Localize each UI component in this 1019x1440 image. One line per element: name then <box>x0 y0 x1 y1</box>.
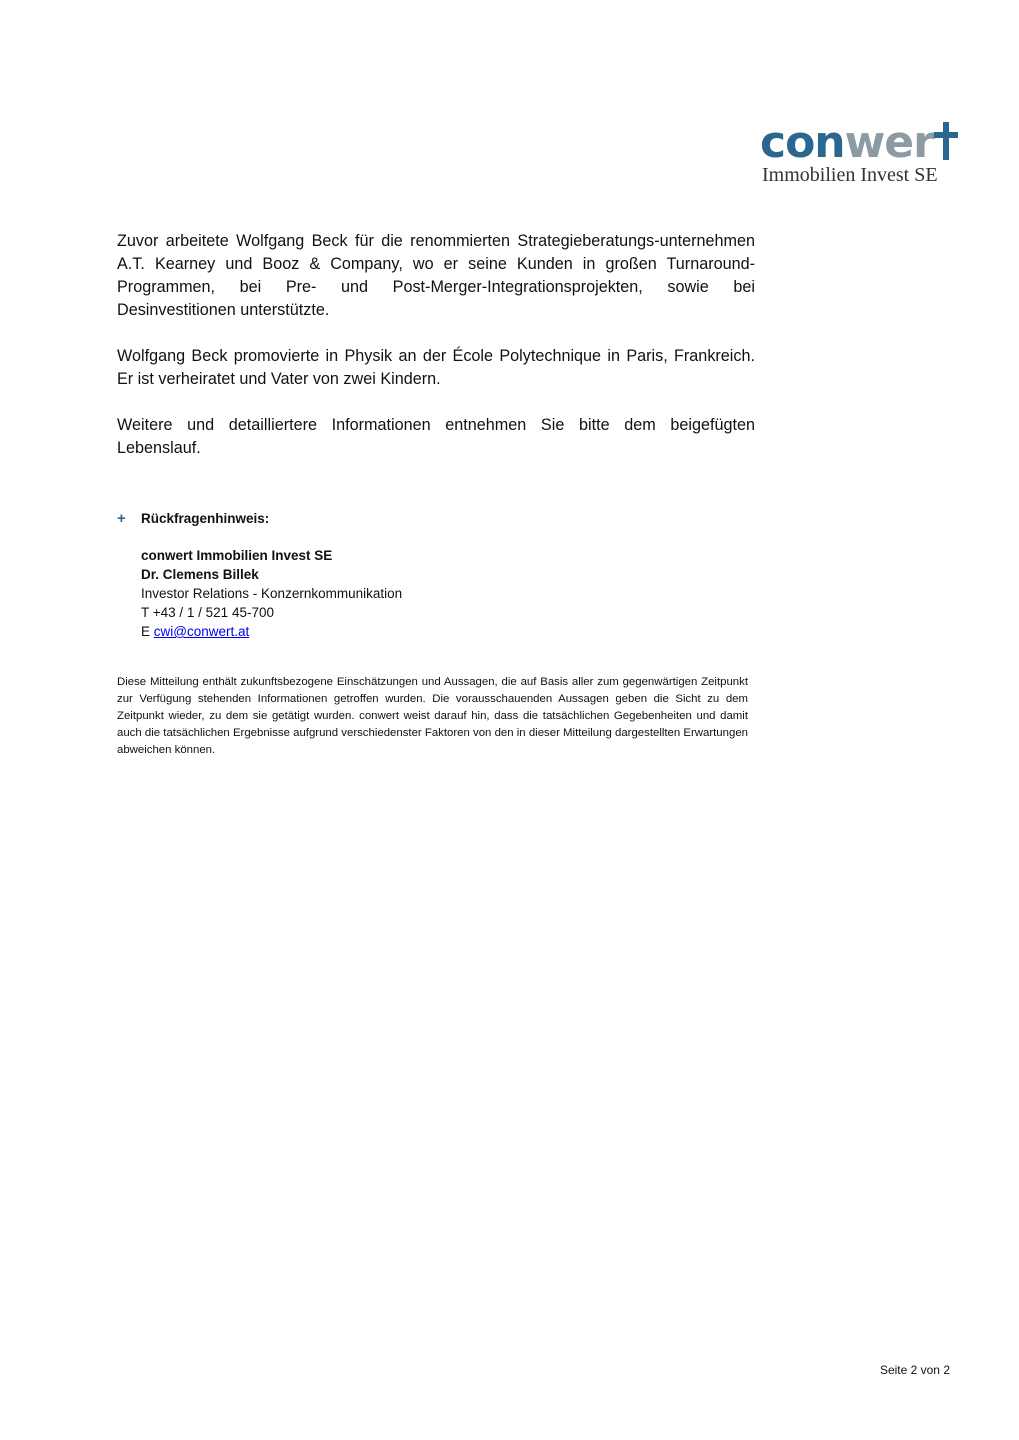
contact-phone: T +43 / 1 / 521 45-700 <box>141 605 274 620</box>
paragraph-more-info: Weitere und detailliertere Informationen entnehmen Sie bitte dem beigefügten Lebenslauf. <box>117 416 755 457</box>
paragraph-career: Zuvor arbeitete Wolfgang Beck für die renommierten Strategieberatungs-unternehmen A.T. Kearney und Booz & Company, wo er seine Kunden in großen Turnaround-Programmen, bei Pre- und Post-Merger-Integrationsprojekten, sowie bei Desinvestitionen unterstützte. <box>117 232 755 319</box>
email-prefix: E <box>141 624 151 639</box>
contact-header <box>117 509 757 528</box>
contact-block <box>117 509 757 641</box>
logo-subtitle: Immobilien Invest SE <box>762 164 938 186</box>
contact-person: Dr. Clemens Billek <box>141 567 259 582</box>
logo-word-wer: wer <box>844 117 934 168</box>
press-release-body <box>117 230 755 483</box>
logo-word-con: con <box>760 117 845 168</box>
email-link[interactable]: cwi@conwert.at <box>153 624 250 639</box>
logo-plus-t <box>934 122 958 162</box>
logo-wordmark <box>760 118 958 168</box>
contact-company: conwert Immobilien Invest SE <box>141 548 333 563</box>
company-logo <box>760 118 970 188</box>
page-number: Seite 2 von 2 <box>879 1363 950 1377</box>
paragraph-education: Wolfgang Beck promovierte in Physik an der École Polytechnique in Paris, Frankreich. Er ist verheiratet und Vater von zwei Kindern. <box>117 347 755 388</box>
contact-heading: Rückfragenhinweis: <box>141 511 270 526</box>
plus-icon: + <box>117 510 126 527</box>
contact-department: Investor Relations - Konzernkommunikation <box>141 586 403 601</box>
disclaimer-text: Diese Mitteilung enthält zukunftsbezogene Einschätzungen und Aussagen, die auf Basis aller zum gegenwärtigen Zeitpunkt zur Verfügung stehenden Informationen getroffen wurden. Die vorausschauenden Aussagen geben die Sicht zu dem Zeitpunkt wieder, zu dem sie getätigt wurden. conwert weist darauf hin, dass die tatsächlichen Gegebenheiten und damit auch die tatsächlichen Ergebnisse aufgrund verschiedenster Faktoren von den in dieser Mitteilung dargestellten Erwartungen abweichen können. <box>117 676 748 756</box>
contact-email-line <box>141 622 757 641</box>
contact-details <box>141 546 757 641</box>
